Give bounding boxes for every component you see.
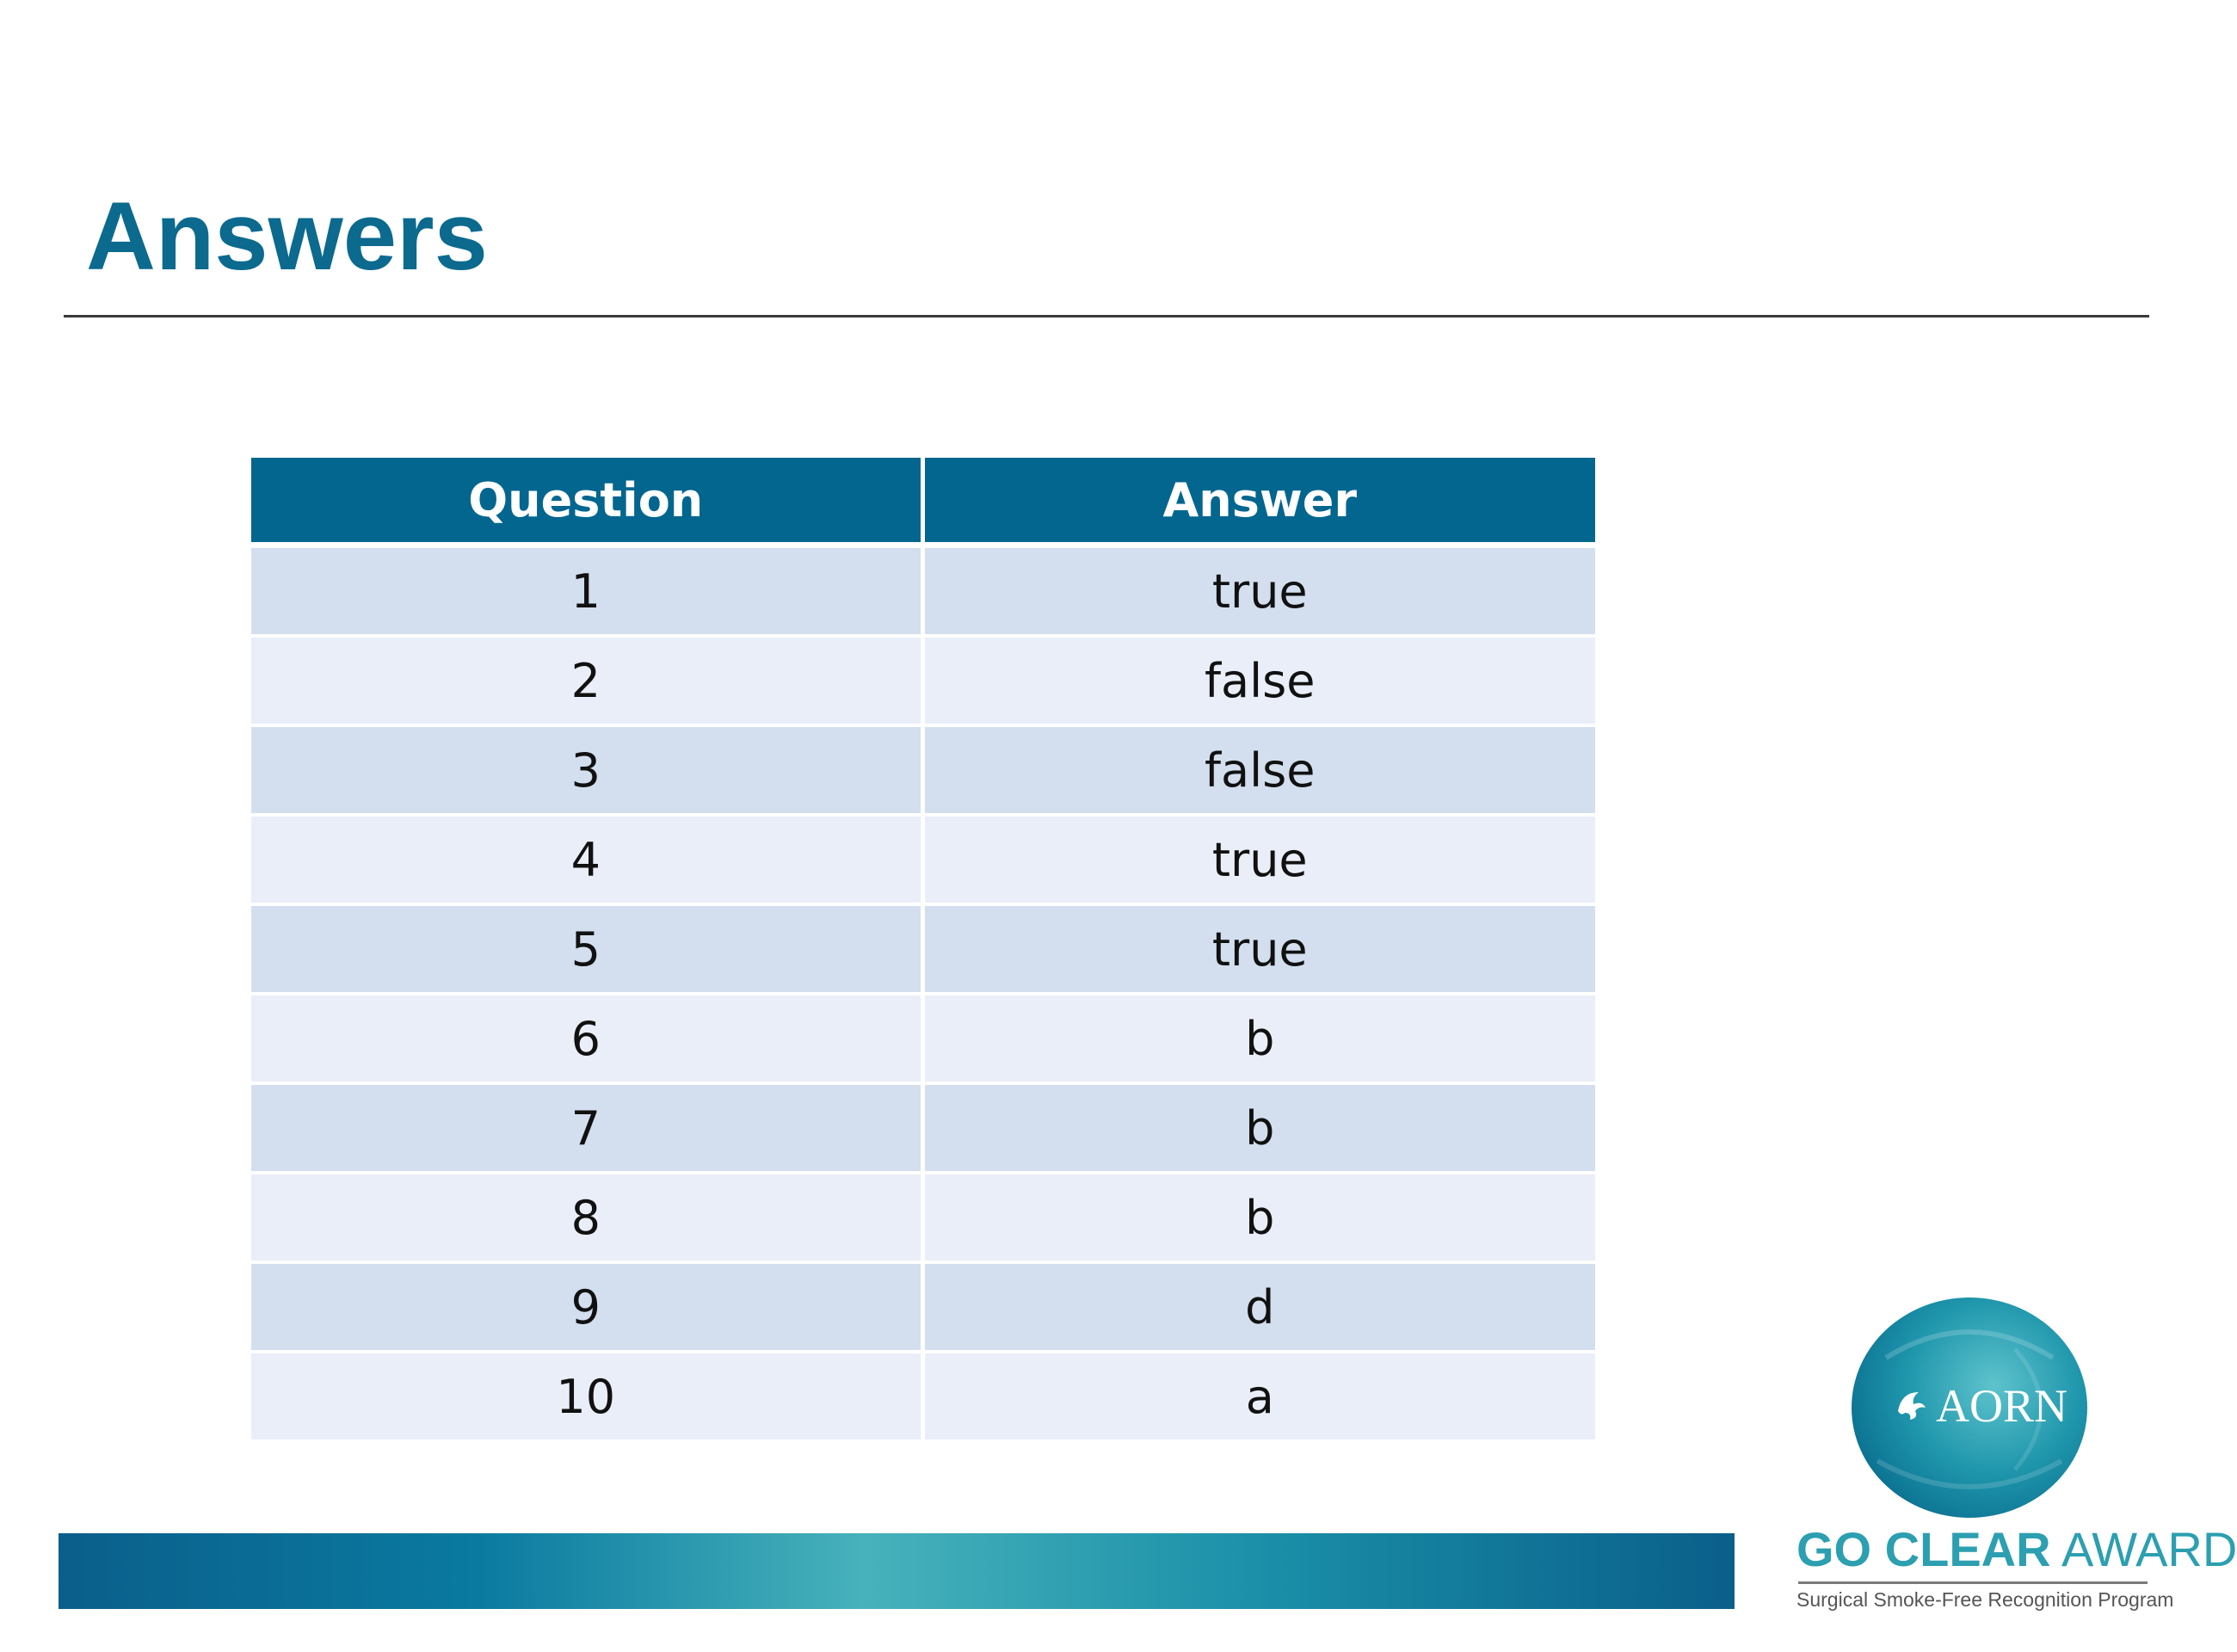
question-cell: 3 bbox=[251, 725, 922, 815]
award-divider bbox=[1798, 1581, 2148, 1584]
answer-cell: a bbox=[922, 1352, 1595, 1441]
answer-cell: b bbox=[922, 994, 1595, 1083]
answer-cell: false bbox=[922, 636, 1595, 725]
question-cell: 1 bbox=[251, 546, 922, 637]
table-row bbox=[251, 636, 1595, 725]
question-cell: 6 bbox=[251, 994, 922, 1083]
table-header-row bbox=[251, 458, 1595, 546]
header-question: Question bbox=[251, 458, 922, 546]
table-row bbox=[251, 1262, 1595, 1352]
header-answer: Answer bbox=[922, 458, 1595, 546]
table-row bbox=[251, 1083, 1595, 1173]
answer-cell: d bbox=[922, 1262, 1595, 1352]
question-cell: 10 bbox=[251, 1352, 922, 1441]
aorn-logo-text: AORN bbox=[1936, 1380, 2068, 1432]
answer-cell: true bbox=[922, 904, 1595, 994]
aorn-logo-badge bbox=[1852, 1298, 2087, 1518]
table-row bbox=[251, 546, 1595, 637]
question-cell: 4 bbox=[251, 815, 922, 904]
footer-gradient-band bbox=[59, 1533, 1735, 1609]
answer-cell: b bbox=[922, 1083, 1595, 1173]
question-cell: 9 bbox=[251, 1262, 922, 1352]
table-row bbox=[251, 725, 1595, 815]
answer-cell: b bbox=[922, 1173, 1595, 1262]
award-title-bold: GO CLEAR bbox=[1796, 1522, 2051, 1576]
award-tagline: Surgical Smoke-Free Recognition Program bbox=[1796, 1588, 2174, 1611]
answer-cell: true bbox=[922, 546, 1595, 637]
answer-cell: true bbox=[922, 815, 1595, 904]
table-row bbox=[251, 1352, 1595, 1441]
table-row bbox=[251, 904, 1595, 994]
table-row bbox=[251, 1173, 1595, 1262]
award-title-light: AWARD bbox=[2061, 1522, 2237, 1576]
question-cell: 2 bbox=[251, 636, 922, 725]
slide-title: Answers bbox=[86, 182, 488, 290]
title-divider bbox=[64, 315, 2149, 317]
award-title bbox=[1796, 1521, 2237, 1578]
answers-table bbox=[251, 458, 1595, 1443]
question-cell: 8 bbox=[251, 1173, 922, 1262]
aorn-logo-icon bbox=[1893, 1385, 1931, 1423]
question-cell: 7 bbox=[251, 1083, 922, 1173]
table-row bbox=[251, 994, 1595, 1083]
answer-cell: false bbox=[922, 725, 1595, 815]
table-row bbox=[251, 815, 1595, 904]
question-cell: 5 bbox=[251, 904, 922, 994]
